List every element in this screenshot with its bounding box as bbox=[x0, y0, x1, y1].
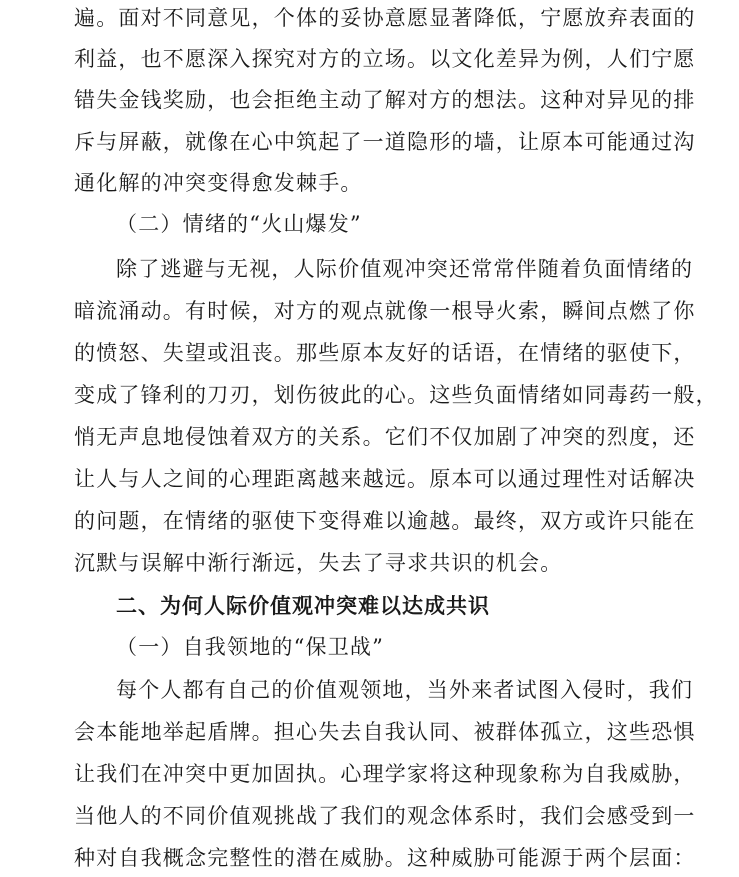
paragraph-3-line-3: 让我们在冲突中更加固执。心理学家将这种现象称为自我威胁， bbox=[74, 762, 696, 786]
paragraph-2-line-4: 变成了锋利的刀刃，划伤彼此的心。这些负面情绪如同毒药一般， bbox=[74, 383, 718, 407]
subheading-emotion-eruption: （二）情绪的“火山爆发” bbox=[116, 212, 362, 236]
paragraph-3-line-5: 种对自我概念完整性的潜在威胁。这种威胁可能源于两个层面： bbox=[74, 846, 696, 870]
section-heading: 二、为何人际价值观冲突难以达成共识 bbox=[116, 594, 490, 618]
paragraph-3-line-1: 每个人都有自己的价值观领地，当外来者试图入侵时，我们 bbox=[116, 678, 694, 702]
subheading-self-territory: （一）自我领地的“保卫战” bbox=[116, 635, 385, 659]
paragraph-1-line-3: 错失金钱奖励，也会拒绝主动了解对方的想法。这种对异见的排 bbox=[74, 88, 696, 112]
paragraph-2-line-6: 让人与人之间的心理距离越来越远。原本可以通过理性对话解决 bbox=[74, 467, 696, 491]
paragraph-2-line-2: 暗流涌动。有时候，对方的观点就像一根导火索，瞬间点燃了你 bbox=[74, 299, 696, 323]
paragraph-2-line-7: 的问题，在情绪的驱使下变得难以逾越。最终，双方或许只能在 bbox=[74, 509, 696, 533]
paragraph-2-line-8: 沉默与误解中渐行渐远，失去了寻求共识的机会。 bbox=[74, 551, 563, 575]
paragraph-1-line-5: 通化解的冲突变得愈发棘手。 bbox=[74, 171, 363, 195]
paragraph-2-line-3: 的愤怒、失望或沮丧。那些原本友好的话语，在情绪的驱使下， bbox=[74, 341, 696, 365]
paragraph-2-line-1: 除了逃避与无视，人际价值观冲突还常常伴随着负面情绪的 bbox=[116, 257, 694, 281]
paragraph-1-line-2: 利益，也不愿深入探究对方的立场。以文化差异为例，人们宁愿 bbox=[74, 47, 696, 71]
paragraph-2-line-5: 悄无声息地侵蚀着双方的关系。它们不仅加剧了冲突的烈度，还 bbox=[74, 425, 696, 449]
paragraph-1-line-4: 斥与屏蔽，就像在心中筑起了一道隐形的墙，让原本可能通过沟 bbox=[74, 130, 696, 154]
paragraph-3-line-4: 当他人的不同价值观挑战了我们的观念体系时，我们会感受到一 bbox=[74, 804, 696, 828]
paragraph-3-line-2: 会本能地举起盾牌。担心失去自我认同、被群体孤立，这些恐惧 bbox=[74, 720, 696, 744]
paragraph-1-line-1: 遍。面对不同意见，个体的妥协意愿显著降低，宁愿放弃表面的 bbox=[74, 6, 696, 30]
